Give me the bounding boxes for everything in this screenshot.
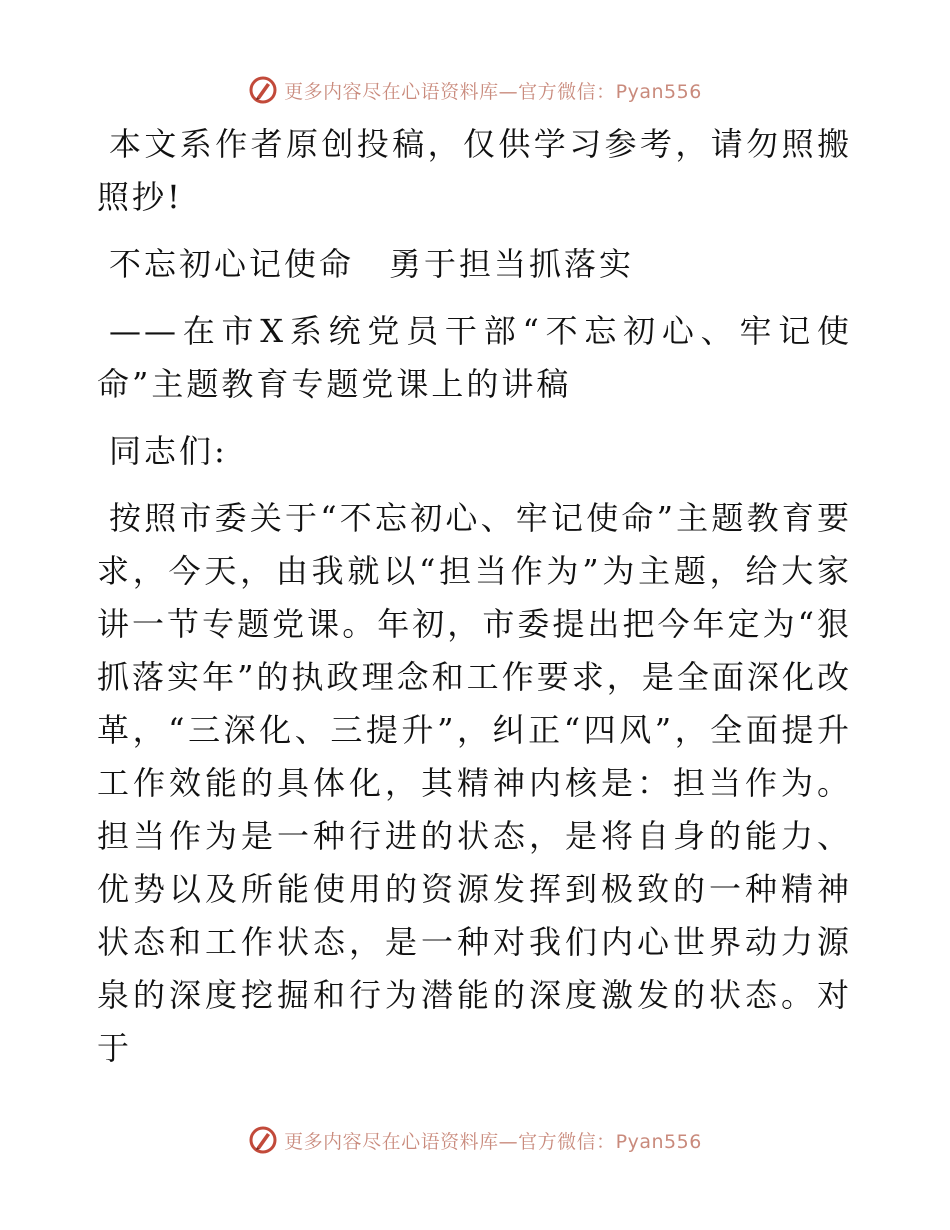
document-title: 不忘初心记使命 勇于担当抓落实 [109,245,635,283]
document-subtitle: ——在市X系统党员干部“不忘初心、牢记使命”主题教育专题党课上的讲稿 [97,312,852,403]
pen-logo-icon [248,75,278,105]
notice-text: 本文系作者原创投稿，仅供学习参考，请勿照搬照抄! [97,125,852,216]
salutation: 同志们: [109,432,228,470]
body-paragraph: 按照市委关于“不忘初心、牢记使命”主题教育要求，今天，由我就以“担当作为”为主题，给大家讲一节专题党课。年初，市委提出把今年定为“狠抓落实年”的执政理念和工作要求，是全面深化改革，“三深化、三提升”，纠正“四风”，全面提升工作效能的具体化，其精神内核是：担当作为。担当作为是一种行进的状态，是将自身的能力、优势以及所能使用的资源发挥到极致的一种精神状态和工作状态，是一种对我们内心世界动力源泉的深度挖掘和行为潜能的深度激发的状态。对于 [97,499,852,1067]
watermark-text: 更多内容尽在心语资料库—官方微信：Pyan556 [284,80,702,103]
footer-watermark [0,1120,950,1160]
header-watermark [0,70,950,110]
pen-logo-icon [248,1125,278,1155]
watermark-text: 更多内容尽在心语资料库—官方微信：Pyan556 [284,1130,702,1153]
document-body [97,118,852,1075]
